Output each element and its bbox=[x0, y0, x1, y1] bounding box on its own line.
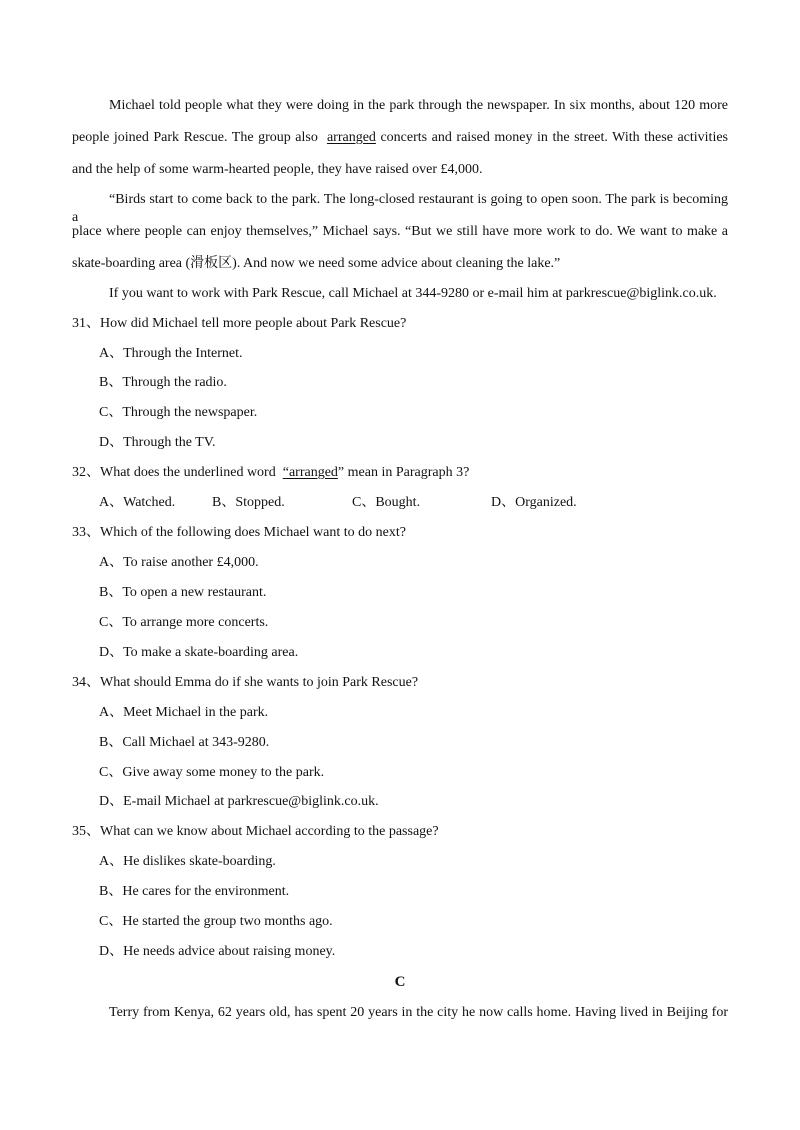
answer-option: B、Call Michael at 343-9280. bbox=[99, 735, 270, 750]
answer-option: B、He cares for the environment. bbox=[99, 884, 290, 899]
question-stem: 35、What can we know about Michael according to the passage? bbox=[72, 824, 439, 839]
answer-option: C、To arrange more concerts. bbox=[99, 615, 269, 630]
answer-option: C、Through the newspaper. bbox=[99, 405, 258, 420]
text-run: concerts and raised money in the street. With these activities bbox=[380, 130, 729, 145]
passage-paragraph-line: Terry from Kenya, 62 years old, has spent 20 years in the city he now calls home. Having lived in Beijing for bbox=[109, 1005, 728, 1020]
answer-option: A、Through the Internet. bbox=[99, 346, 243, 361]
underlined-word: arranged bbox=[326, 130, 376, 145]
passage-paragraph-line: If you want to work with Park Rescue, call Michael at 344-9280 or e-mail him at parkrescue@biglink.co.uk. bbox=[109, 286, 717, 301]
answer-option: D、E-mail Michael at parkrescue@biglink.co.uk. bbox=[99, 794, 379, 809]
section-heading: C bbox=[394, 974, 406, 990]
answer-option: C、He started the group two months ago. bbox=[99, 914, 333, 929]
answer-option: C、Bought. bbox=[352, 495, 421, 510]
passage-paragraph-line: and the help of some warm-hearted people, they have raised over £4,000. bbox=[72, 162, 483, 177]
answer-option: B、Stopped. bbox=[212, 495, 285, 510]
answer-option: B、To open a new restaurant. bbox=[99, 585, 267, 600]
question-stem: 34、What should Emma do if she wants to join Park Rescue? bbox=[72, 675, 419, 690]
question-stem: 33、Which of the following does Michael want to do next? bbox=[72, 525, 406, 540]
text-run: ” mean in Paragraph 3? bbox=[337, 465, 470, 480]
answer-option: A、Watched. bbox=[99, 495, 176, 510]
answer-option: A、Meet Michael in the park. bbox=[99, 705, 269, 720]
passage-paragraph-line: place where people can enjoy themselves,” Michael says. “But we still have more work to do. We want to make a bbox=[72, 224, 728, 239]
answer-option: C、Give away some money to the park. bbox=[99, 765, 325, 780]
text-run: 32、What does the underlined word bbox=[72, 465, 276, 480]
answer-options-row bbox=[99, 494, 619, 512]
question-stem: 31、How did Michael tell more people about Park Rescue? bbox=[72, 316, 407, 331]
passage-paragraph-line: skate-boarding area (滑板区). And now we need some advice about cleaning the lake.” bbox=[72, 256, 561, 271]
text-run: people joined Park Rescue. The group also bbox=[72, 130, 318, 145]
answer-option: D、Through the TV. bbox=[99, 435, 216, 450]
passage-paragraph-line: “Birds start to come back to the park. The long-closed restaurant is going to open soon. The park is becoming a bbox=[72, 192, 728, 225]
answer-option: A、He dislikes skate-boarding. bbox=[99, 854, 276, 869]
underlined-word: “arranged bbox=[282, 465, 338, 480]
passage-paragraph-line bbox=[72, 129, 728, 147]
answer-option: D、To make a skate-boarding area. bbox=[99, 645, 299, 660]
answer-option: A、To raise another £4,000. bbox=[99, 555, 259, 570]
answer-option: B、Through the radio. bbox=[99, 375, 227, 390]
answer-option: D、Organized. bbox=[491, 495, 577, 510]
question-stem bbox=[72, 464, 469, 482]
answer-option: D、He needs advice about raising money. bbox=[99, 944, 336, 959]
passage-paragraph-line: Michael told people what they were doing in the park through the newspaper. In six months, about 120 more bbox=[109, 98, 728, 113]
